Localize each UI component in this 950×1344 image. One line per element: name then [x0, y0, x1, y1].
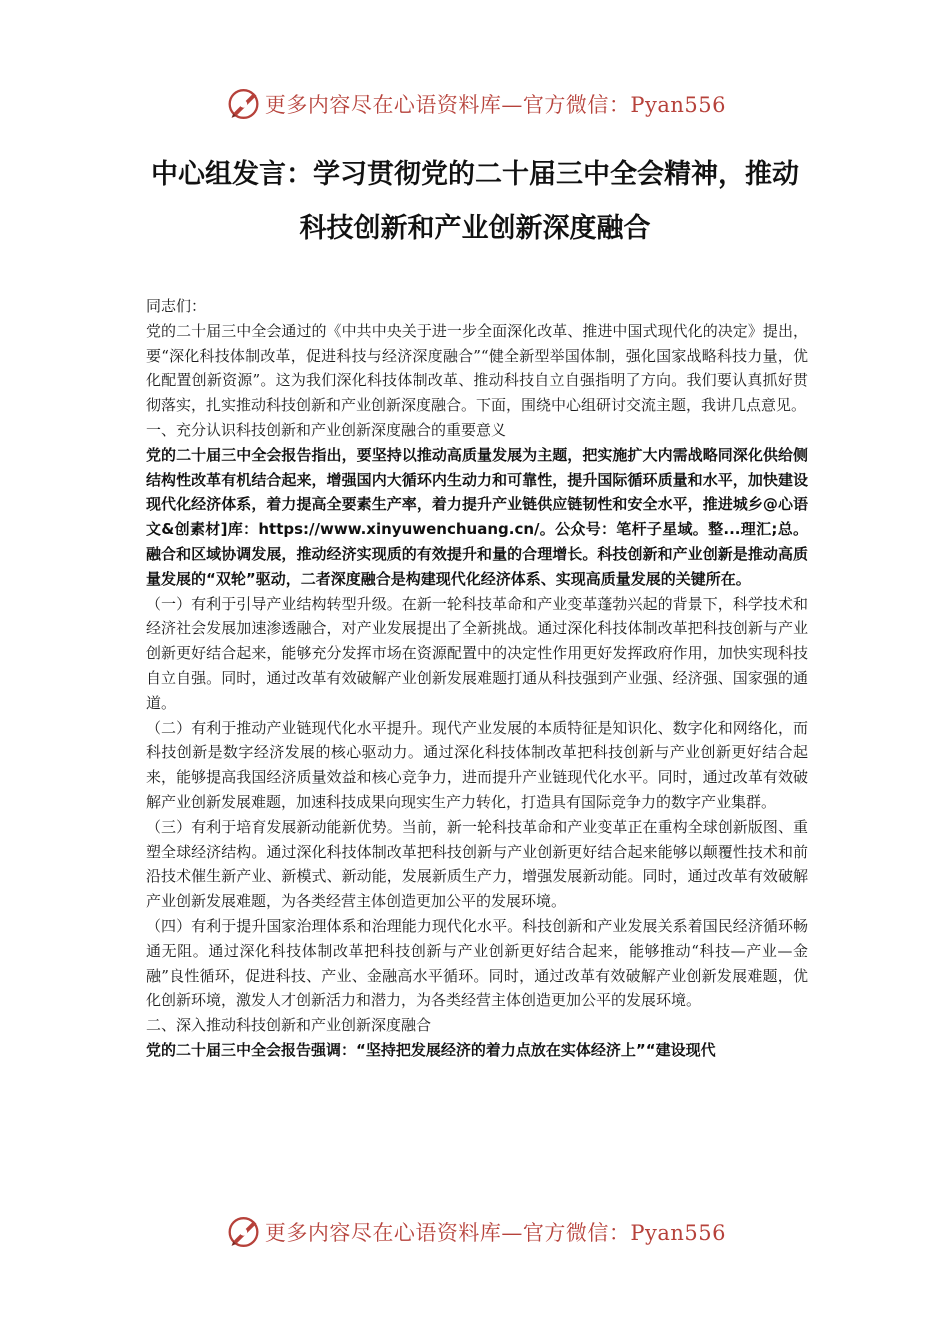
paragraph: 同志们： [146, 297, 207, 315]
paragraph-bold: 党的二十届三中全会报告指出，要坚持以推动高质量发展为主题，把实施扩大内需战略同深化供给侧结构性改革有机结合起来，增强国内大循环内生动力和可靠性，提升国际循环质量和水平，加快建设现代化经济体系，着力提高全要素生产率，着力提升产业链供应链韧性和安全水平，推进城乡@心语文&创素材]库：https://www.xinyuwenchuang.cn/。公众号：笔杆子星域。整...理汇;总。融合和区域协调发展，推动经济实现质的有效提升和量的合理增长。科技创新和产业创新是推动高质量发展的“双轮”驱动，二者深度融合是构建现代化经济体系、实现高质量发展的关键所在。 [146, 445, 808, 588]
banner-text: 更多内容尽在心语资料库—官方微信：Pyan556 [264, 93, 726, 117]
pen-logo-icon [226, 1213, 263, 1251]
article-body [146, 294, 808, 1063]
section-heading: 二、深入推动科技创新和产业创新深度融合 [146, 1016, 432, 1035]
pen-logo-icon [226, 85, 263, 123]
banner-text: 更多内容尽在心语资料库—官方微信：Pyan556 [264, 1221, 726, 1245]
paragraph: （四）有利于提升国家治理体系和治理能力现代化水平。科技创新和产业发展关系着国民经济循环畅通无阻。通过深化科技体制改革把科技创新与产业创新更好结合起来，能够推动“科技—产业—金融”良性循环，促进科技、产业、金融高水平循环。同时，通过改革有效破解产业创新发展难题，优化创新环境，激发人才创新活力和潜力，为各类经营主体创造更加公平的发展环境。 [146, 916, 808, 1010]
header-watermark-banner [226, 84, 726, 124]
paragraph: （一）有利于引导产业结构转型升级。在新一轮科技革命和产业变革蓬勃兴起的背景下，科学技术和经济社会发展加速渗透融合，对产业发展提出了全新挑战。通过深化科技体制改革把科技创新与产业创新更好结合起来，能够充分发挥市场在资源配置中的决定性作用更好发挥政府作用，加快实现科技自立自强。同时，通过改革有效破解产业创新发展难题打通从科技强到产业强、经济强、国家强的通道。 [146, 594, 808, 712]
paragraph: （二）有利于推动产业链现代化水平提升。现代产业发展的本质特征是知识化、数字化和网络化，而科技创新是数字经济发展的核心驱动力。通过深化科技体制改革把科技创新与产业创新更好结合起来，能够提高我国经济质量效益和核心竞争力，进而提升产业链现代化水平。同时，通过改革有效破解产业创新发展难题，加速科技成果向现实生产力转化，打造具有国际竞争力的数字产业集群。 [146, 718, 808, 811]
section-heading: 一、充分认识科技创新和产业创新深度融合的重要意义 [146, 420, 507, 439]
paragraph-bold: 党的二十届三中全会报告强调：“坚持把发展经济的着力点放在实体经济上”“建设现代 [146, 1040, 716, 1059]
footer-watermark-banner [226, 1212, 726, 1252]
paragraph: 党的二十届三中全会通过的《中共中央关于进一步全面深化改革、推进中国式现代化的决定》提出，要“深化科技体制改革，促进科技与经济深度融合”“健全新型举国体制，强化国家战略科技力量，优化配置创新资源”。这为我们深化科技体制改革、推动科技自立自强指明了方向。我们要认真抓好贯彻落实，扎实推动科技创新和产业创新深度融合。下面，围绕中心组研讨交流主题，我讲几点意见。 [146, 321, 808, 415]
page-title: 中心组发言：学习贯彻党的二十届三中全会精神，推动科技创新和产业创新深度融合 [151, 159, 799, 244]
paragraph: （三）有利于培育发展新动能新优势。当前，新一轮科技革命和产业变革正在重构全球创新版图、重塑全球经济结构。通过深化科技体制改革把科技创新与产业创新更好结合起来能够以颠覆性技术和前沿技术催生新产业、新模式、新动能，发展新质生产力，增强发展新动能。同时，通过改革有效破解产业创新发展难题，为各类经营主体创造更加公平的发展环境。 [146, 817, 808, 911]
